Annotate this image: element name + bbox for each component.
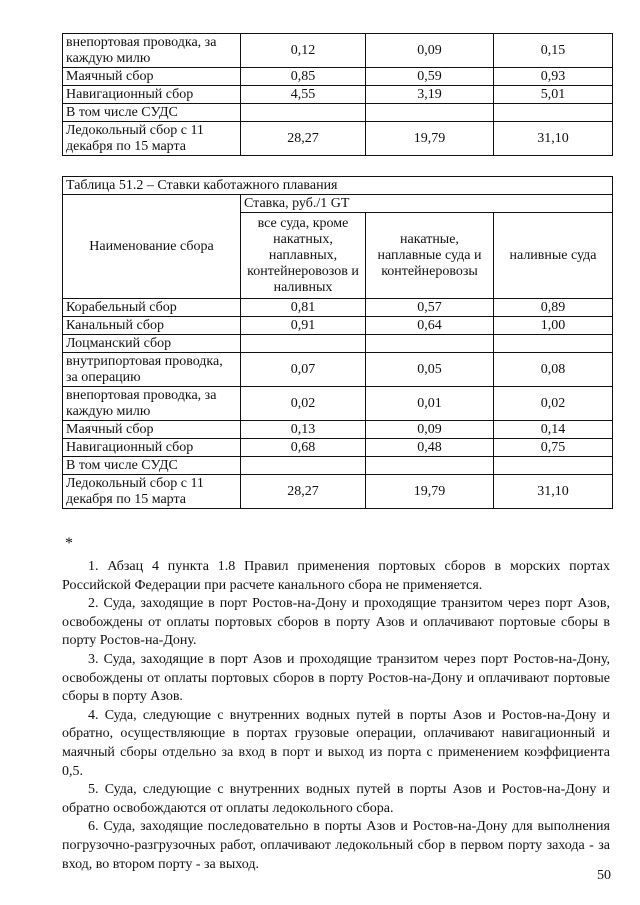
table-row <box>63 34 613 68</box>
table-row <box>63 457 613 475</box>
fee-name-cell: Лоцманский сбор <box>63 335 241 353</box>
rates-table-continued-body <box>63 34 613 156</box>
rate-cell: 1,00 <box>494 317 613 335</box>
rates-table-continued <box>62 33 613 156</box>
page-number: 50 <box>597 868 611 883</box>
note-paragraph: 1. Абзац 4 пункта 1.8 Правил применения портовых сборов в морских портах Российской Федерации при расчете канального сбора не применяется. <box>62 559 610 593</box>
coastal-rates-table-body <box>63 177 613 299</box>
rate-cell <box>241 335 366 353</box>
rate-cell <box>494 335 613 353</box>
rate-cell: 31,10 <box>494 122 613 156</box>
rate-cell: 28,27 <box>241 122 366 156</box>
rate-cell: 0,89 <box>494 299 613 317</box>
rate-cell: 0,07 <box>241 353 366 387</box>
table-row <box>63 421 613 439</box>
table-row <box>63 317 613 335</box>
rate-cell: 0,09 <box>366 34 494 68</box>
column-header-roro: накатные, наплавные суда и контейнеровозы <box>366 213 494 299</box>
note-paragraph: 5. Суда, следующие с внутренних водных путей в порты Азов и Ростов-на-Дону и обратно освобождаются от оплаты ледокольного сбора. <box>62 782 610 816</box>
table-row <box>63 335 613 353</box>
table-row <box>63 86 613 104</box>
rate-cell: 0,02 <box>241 387 366 421</box>
rate-cell: 4,55 <box>241 86 366 104</box>
rate-cell: 19,79 <box>366 475 494 509</box>
rate-cell: 0,09 <box>366 421 494 439</box>
fee-name-cell: Навигационный сбор <box>63 86 241 104</box>
table-row <box>63 439 613 457</box>
rate-cell: 0,91 <box>241 317 366 335</box>
rate-cell: 0,85 <box>241 68 366 86</box>
table-row <box>63 299 613 317</box>
notes-marker: * <box>65 535 73 552</box>
fee-name-cell: Корабельный сбор <box>63 299 241 317</box>
rate-cell: 31,10 <box>494 475 613 509</box>
table-caption: Таблица 51.2 – Ставки каботажного плавания <box>63 177 613 195</box>
rate-cell: 0,48 <box>366 439 494 457</box>
rate-cell: 0,02 <box>494 387 613 421</box>
fee-name-cell: В том числе СУДС <box>63 104 241 122</box>
rate-cell <box>494 104 613 122</box>
fee-name-cell: Маячный сбор <box>63 421 241 439</box>
table-row <box>63 122 613 156</box>
rate-unit-header: Ставка, руб./1 GT <box>241 195 613 213</box>
rate-cell <box>241 457 366 475</box>
rate-cell: 0,05 <box>366 353 494 387</box>
column-header-general: все суда, кроме накатных, наплавных, контейнеровозов и наливных <box>241 213 366 299</box>
rate-cell <box>241 104 366 122</box>
rate-cell: 0,68 <box>241 439 366 457</box>
fee-name-header: Наименование сбора <box>63 195 241 299</box>
rate-cell: 0,64 <box>366 317 494 335</box>
rate-cell: 0,14 <box>494 421 613 439</box>
rate-cell: 0,93 <box>494 68 613 86</box>
rate-cell: 0,59 <box>366 68 494 86</box>
table-row <box>63 475 613 509</box>
rate-cell <box>494 457 613 475</box>
table-row <box>63 68 613 86</box>
notes-section <box>62 558 610 874</box>
table-row <box>63 387 613 421</box>
rate-cell: 0,81 <box>241 299 366 317</box>
rate-cell <box>366 104 494 122</box>
fee-name-cell: Навигационный сбор <box>63 439 241 457</box>
rate-cell: 28,27 <box>241 475 366 509</box>
table-caption-row <box>63 177 613 195</box>
fee-name-cell: Канальный сбор <box>63 317 241 335</box>
rate-cell: 0,13 <box>241 421 366 439</box>
rate-cell: 0,57 <box>366 299 494 317</box>
coastal-rates-table <box>62 176 613 509</box>
column-header-tankers: наливные суда <box>494 213 613 299</box>
table-header-row <box>63 195 613 213</box>
note-paragraph: 4. Суда, следующие с внутренних водных путей в порты Азов и Ростов-на-Дону и обратно, осуществляющие в портах грузовые операции, оплачивают навигационный и маячный сборы отдельно за вход в порт и выход из порта с применением коэффициента 0,5. <box>62 707 610 779</box>
note-paragraph: 6. Суда, заходящие последовательно в порты Азов и Ростов-на-Дону для выполнения погрузочно-разгрузочных работ, оплачивают ледокольный сбор в первом порту захода - за вход, во втором порту - за выход. <box>62 819 610 872</box>
fee-name-cell: В том числе СУДС <box>63 457 241 475</box>
table-row <box>63 104 613 122</box>
rate-cell: 3,19 <box>366 86 494 104</box>
coastal-rates-data <box>63 299 613 509</box>
fee-name-cell: Ледокольный сбор с 11 декабря по 15 марта <box>63 122 241 156</box>
fee-name-cell: внепортовая проводка, за каждую милю <box>63 387 241 421</box>
rate-cell <box>366 457 494 475</box>
fee-name-cell: Маячный сбор <box>63 68 241 86</box>
fee-name-cell: внепортовая проводка, за каждую милю <box>63 34 241 68</box>
rate-cell <box>366 335 494 353</box>
rate-cell: 0,08 <box>494 353 613 387</box>
rate-cell: 5,01 <box>494 86 613 104</box>
table-row <box>63 353 613 387</box>
note-paragraph: 2. Суда, заходящие в порт Ростов-на-Дону и проходящие транзитом через порт Азов, освобождены от оплаты портовых сборов в порту Азов и оплачивают портовые сборы в порту Ростов-на-Дону. <box>62 596 610 649</box>
rate-cell: 0,15 <box>494 34 613 68</box>
rate-cell: 0,12 <box>241 34 366 68</box>
note-paragraph: 3. Суда, заходящие в порт Азов и проходящие транзитом через порт Ростов-на-Дону, освобождены от оплаты портовых сборов в порту Ростов-на-Дону и оплачивают портовые сборы в порту Азов. <box>62 651 610 705</box>
rate-cell: 19,79 <box>366 122 494 156</box>
fee-name-cell: Ледокольный сбор с 11 декабря по 15 марта <box>63 475 241 509</box>
rate-cell: 0,01 <box>366 387 494 421</box>
fee-name-cell: внутрипортовая проводка, за операцию <box>63 353 241 387</box>
rate-cell: 0,75 <box>494 439 613 457</box>
